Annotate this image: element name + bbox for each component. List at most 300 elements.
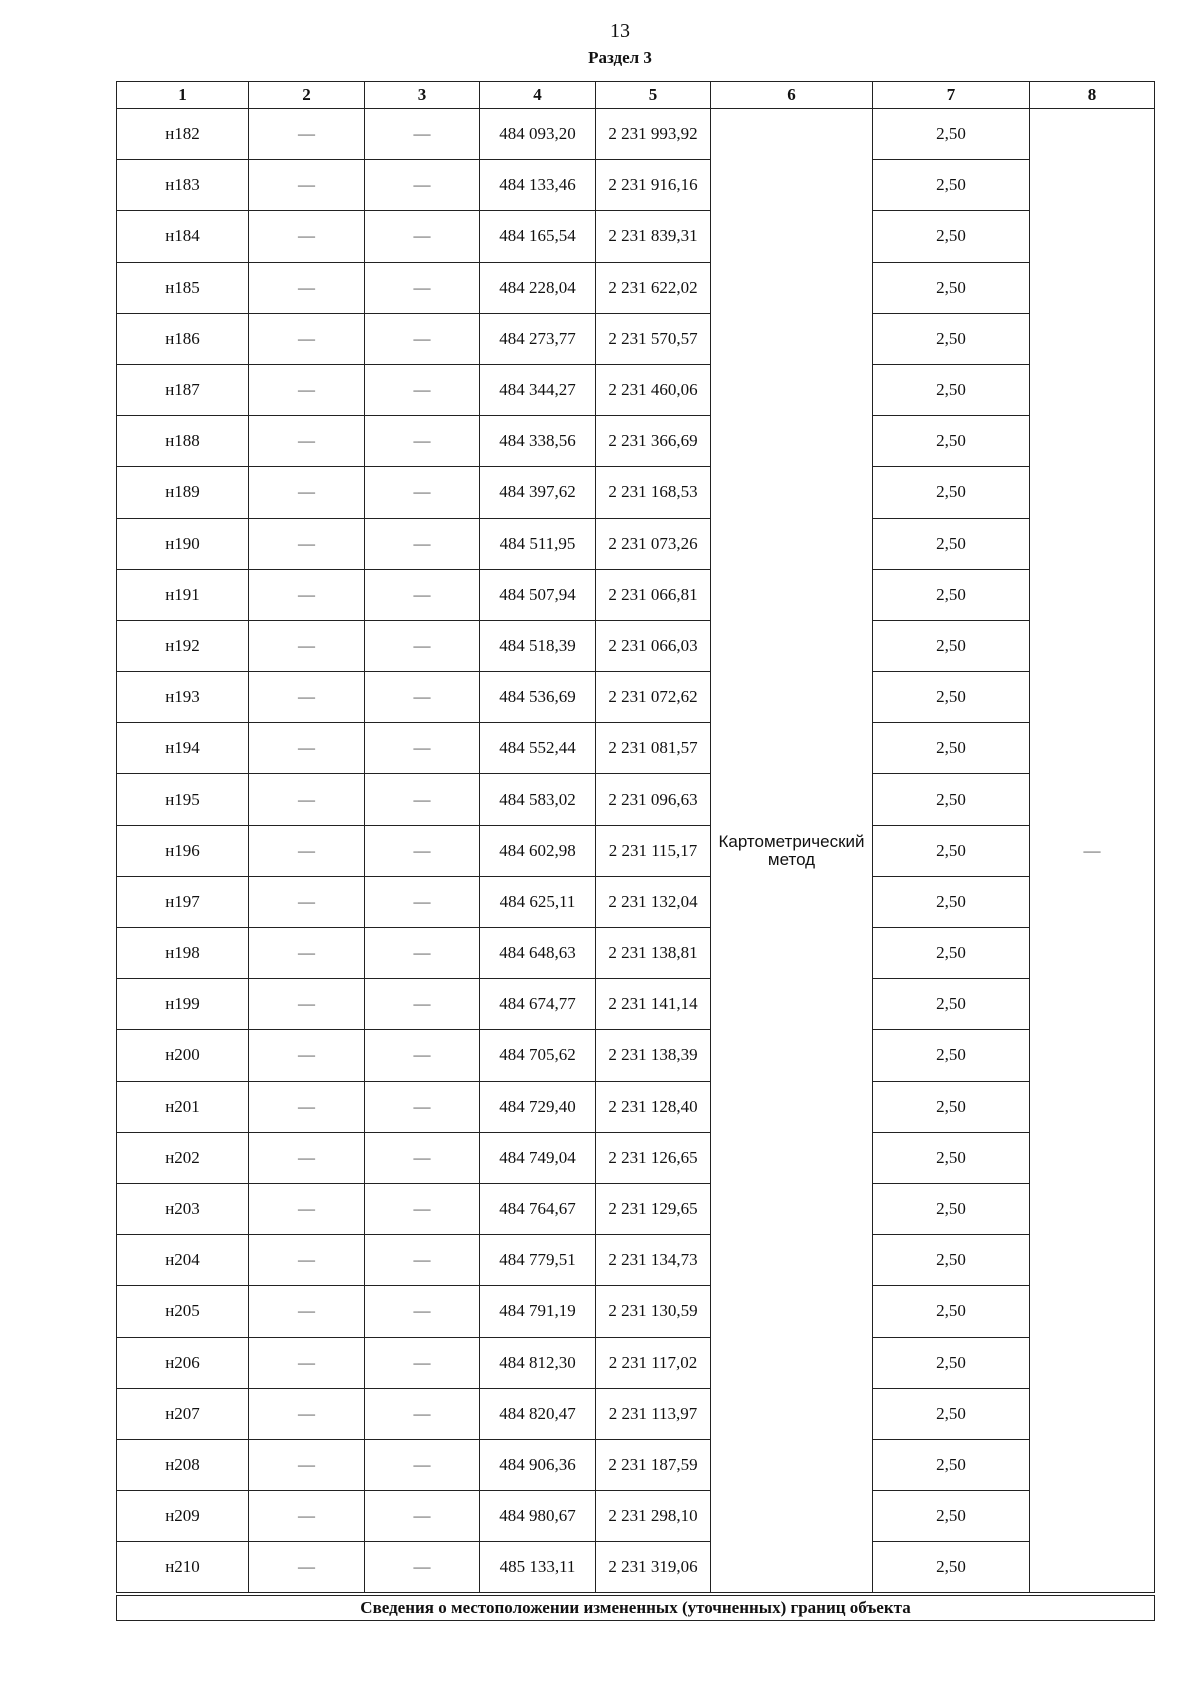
col2-cell	[249, 1542, 365, 1595]
table-row	[117, 211, 1155, 262]
col3-cell-text: —	[413, 840, 431, 860]
point-cell-text: н198	[165, 943, 200, 963]
col3-cell	[365, 364, 480, 415]
point-cell	[117, 620, 249, 671]
col2-cell-text: —	[298, 1199, 315, 1219]
y-coordinate-cell-text: 2 231 073,26	[608, 533, 698, 553]
col2-cell-text: —	[298, 1454, 315, 1474]
col2-cell	[249, 364, 365, 415]
col3-cell	[365, 569, 480, 620]
col3-cell	[365, 723, 480, 774]
x-coordinate-cell	[480, 1183, 596, 1234]
point-cell-text: н204	[165, 1250, 200, 1270]
point-cell-text: н209	[165, 1506, 200, 1526]
col3-cell	[365, 313, 480, 364]
column-header: 8	[1030, 82, 1155, 109]
x-coordinate-cell	[480, 825, 596, 876]
x-coordinate-cell	[480, 1491, 596, 1542]
col2-cell	[249, 160, 365, 211]
col3-cell	[365, 1439, 480, 1490]
accuracy-cell: 2,50	[873, 1081, 1030, 1132]
point-cell-text: н183	[165, 175, 200, 195]
point-cell	[117, 1337, 249, 1388]
y-coordinate-cell-text: 2 231 319,06	[608, 1557, 698, 1577]
col3-cell	[365, 876, 480, 927]
col3-cell	[365, 1030, 480, 1081]
y-coordinate-cell	[596, 211, 711, 262]
point-cell	[117, 1491, 249, 1542]
x-coordinate-cell-text: 484 906,36	[499, 1454, 576, 1474]
table-row	[117, 109, 1155, 160]
x-coordinate-cell	[480, 1081, 596, 1132]
accuracy-cell: 2,50	[873, 1183, 1030, 1234]
y-coordinate-cell	[596, 1183, 711, 1234]
point-cell-text: н207	[165, 1403, 200, 1423]
col2-cell-text: —	[298, 738, 315, 758]
note-cell	[1030, 109, 1155, 1595]
x-coordinate-cell-text: 484 779,51	[499, 1250, 576, 1270]
point-cell-text: н208	[165, 1454, 200, 1474]
x-coordinate-cell-text: 484 980,67	[499, 1506, 576, 1526]
col2-cell	[249, 1132, 365, 1183]
x-coordinate-cell	[480, 1235, 596, 1286]
x-coordinate-cell	[480, 160, 596, 211]
col3-cell-text: —	[413, 943, 431, 963]
table-row	[117, 1388, 1155, 1439]
col2-cell-text: —	[298, 687, 315, 707]
col2-cell-text: —	[298, 380, 315, 400]
table-row	[117, 262, 1155, 313]
table-row	[117, 467, 1155, 518]
table-row	[117, 672, 1155, 723]
col2-cell-text: —	[298, 482, 315, 502]
x-coordinate-cell	[480, 416, 596, 467]
y-coordinate-cell	[596, 1491, 711, 1542]
x-coordinate-cell-text: 484 674,77	[499, 994, 576, 1014]
y-coordinate-cell-text: 2 231 072,62	[608, 687, 698, 707]
y-coordinate-cell-text: 2 231 138,39	[608, 1045, 698, 1065]
y-coordinate-cell	[596, 1286, 711, 1337]
x-coordinate-cell	[480, 467, 596, 518]
column-header: 5	[596, 82, 711, 109]
col2-cell-text: —	[298, 994, 315, 1014]
x-coordinate-cell-text: 484 602,98	[499, 840, 576, 860]
table-row	[117, 1081, 1155, 1132]
col3-cell-text: —	[413, 1301, 431, 1321]
x-coordinate-cell	[480, 364, 596, 415]
x-coordinate-cell-text: 484 507,94	[499, 584, 576, 604]
x-coordinate-cell-text: 485 133,11	[499, 1557, 576, 1577]
table-row	[117, 1235, 1155, 1286]
x-coordinate-cell	[480, 518, 596, 569]
x-coordinate-cell	[480, 313, 596, 364]
note-text: —	[1083, 840, 1101, 860]
point-cell-text: н182	[165, 124, 200, 144]
y-coordinate-cell-text: 2 231 129,65	[608, 1199, 698, 1219]
x-coordinate-cell-text: 484 705,62	[499, 1045, 576, 1065]
x-coordinate-cell	[480, 1337, 596, 1388]
table-row	[117, 518, 1155, 569]
point-cell-text: н200	[165, 1045, 200, 1065]
table-row	[117, 1491, 1155, 1542]
table-body	[117, 109, 1155, 1595]
col2-cell-text: —	[298, 1403, 315, 1423]
col3-cell	[365, 1491, 480, 1542]
y-coordinate-cell	[596, 262, 711, 313]
accuracy-cell: 2,50	[873, 569, 1030, 620]
col2-cell	[249, 1183, 365, 1234]
col2-cell	[249, 518, 365, 569]
x-coordinate-cell-text: 484 518,39	[499, 635, 576, 655]
col2-cell	[249, 672, 365, 723]
x-coordinate-cell-text: 484 791,19	[499, 1301, 576, 1321]
point-cell	[117, 1081, 249, 1132]
y-coordinate-cell-text: 2 231 081,57	[608, 738, 698, 758]
accuracy-cell: 2,50	[873, 518, 1030, 569]
point-cell	[117, 211, 249, 262]
accuracy-cell: 2,50	[873, 109, 1030, 160]
col2-cell	[249, 262, 365, 313]
point-cell-text: н189	[165, 482, 200, 502]
col2-cell-text: —	[298, 175, 315, 195]
x-coordinate-cell-text: 484 552,44	[499, 738, 576, 758]
x-coordinate-cell-text: 484 511,95	[499, 533, 576, 553]
y-coordinate-cell	[596, 672, 711, 723]
col3-cell-text: —	[413, 1557, 431, 1577]
accuracy-cell: 2,50	[873, 1235, 1030, 1286]
col3-cell	[365, 467, 480, 518]
col2-cell	[249, 109, 365, 160]
accuracy-cell: 2,50	[873, 723, 1030, 774]
col2-cell-text: —	[298, 226, 315, 246]
x-coordinate-cell	[480, 672, 596, 723]
col2-cell-text: —	[298, 1301, 315, 1321]
col2-cell	[249, 928, 365, 979]
point-cell	[117, 1388, 249, 1439]
point-cell-text: н206	[165, 1352, 200, 1372]
accuracy-cell: 2,50	[873, 825, 1030, 876]
col3-cell-text: —	[413, 380, 431, 400]
y-coordinate-cell-text: 2 231 168,53	[608, 482, 698, 502]
column-header: 6	[711, 82, 873, 109]
y-coordinate-cell	[596, 620, 711, 671]
x-coordinate-cell-text: 484 764,67	[499, 1199, 576, 1219]
col3-cell	[365, 1286, 480, 1337]
y-coordinate-cell-text: 2 231 622,02	[608, 277, 698, 297]
y-coordinate-cell-text: 2 231 128,40	[608, 1096, 698, 1116]
x-coordinate-cell-text: 484 812,30	[499, 1352, 576, 1372]
point-cell	[117, 1439, 249, 1490]
col3-cell	[365, 774, 480, 825]
section-title: Раздел 3	[588, 48, 652, 67]
table-row	[117, 160, 1155, 211]
y-coordinate-cell	[596, 979, 711, 1030]
col3-cell	[365, 160, 480, 211]
table-row	[117, 620, 1155, 671]
y-coordinate-cell-text: 2 231 298,10	[608, 1506, 698, 1526]
y-coordinate-cell	[596, 1132, 711, 1183]
x-coordinate-cell	[480, 1286, 596, 1337]
col2-cell-text: —	[298, 1045, 315, 1065]
accuracy-cell: 2,50	[873, 313, 1030, 364]
table-row	[117, 774, 1155, 825]
point-cell-text: н188	[165, 431, 200, 451]
y-coordinate-cell-text: 2 231 187,59	[608, 1454, 698, 1474]
y-coordinate-cell	[596, 364, 711, 415]
col2-cell-text: —	[298, 533, 315, 553]
accuracy-cell: 2,50	[873, 1542, 1030, 1595]
x-coordinate-cell	[480, 1542, 596, 1595]
y-coordinate-cell-text: 2 231 141,14	[608, 994, 698, 1014]
point-cell	[117, 313, 249, 364]
point-cell	[117, 518, 249, 569]
accuracy-cell: 2,50	[873, 876, 1030, 927]
point-cell	[117, 723, 249, 774]
col2-cell-text: —	[298, 1250, 315, 1270]
x-coordinate-cell	[480, 928, 596, 979]
point-cell-text: н205	[165, 1301, 200, 1321]
col2-cell-text: —	[298, 584, 315, 604]
y-coordinate-cell	[596, 1542, 711, 1595]
point-cell	[117, 928, 249, 979]
col2-cell-text: —	[298, 1557, 315, 1577]
point-cell-text: н201	[165, 1096, 200, 1116]
point-cell	[117, 467, 249, 518]
y-coordinate-cell-text: 2 231 839,31	[608, 226, 698, 246]
x-coordinate-cell	[480, 1388, 596, 1439]
col3-cell-text: —	[413, 328, 431, 348]
y-coordinate-cell	[596, 109, 711, 160]
footer-row	[117, 1594, 1155, 1621]
y-coordinate-cell	[596, 825, 711, 876]
col2-cell	[249, 1235, 365, 1286]
table-row	[117, 928, 1155, 979]
y-coordinate-cell	[596, 416, 711, 467]
col2-cell-text: —	[298, 124, 315, 144]
col3-cell	[365, 1081, 480, 1132]
col3-cell-text: —	[413, 635, 431, 655]
y-coordinate-cell-text: 2 231 130,59	[608, 1301, 698, 1321]
footer-caption: Сведения о местоположении измененных (уточненных) границ объекта	[117, 1594, 1155, 1621]
table-row	[117, 1542, 1155, 1595]
y-coordinate-cell	[596, 1337, 711, 1388]
y-coordinate-cell-text: 2 231 096,63	[608, 789, 698, 809]
col3-cell-text: —	[413, 1454, 431, 1474]
point-cell-text: н202	[165, 1147, 200, 1167]
col2-cell	[249, 620, 365, 671]
col2-cell	[249, 876, 365, 927]
point-cell-text: н199	[165, 994, 200, 1014]
col3-cell-text: —	[413, 994, 431, 1014]
point-cell	[117, 1030, 249, 1081]
x-coordinate-cell-text: 484 165,54	[499, 226, 576, 246]
col2-cell	[249, 723, 365, 774]
col3-cell	[365, 416, 480, 467]
col3-cell-text: —	[413, 482, 431, 502]
table-row	[117, 1286, 1155, 1337]
x-coordinate-cell-text: 484 273,77	[499, 328, 576, 348]
column-header: 3	[365, 82, 480, 109]
col3-cell-text: —	[413, 738, 431, 758]
col3-cell-text: —	[413, 1250, 431, 1270]
point-cell-text: н185	[165, 277, 200, 297]
col3-cell-text: —	[413, 789, 431, 809]
column-header: 2	[249, 82, 365, 109]
col2-cell-text: —	[298, 431, 315, 451]
x-coordinate-cell	[480, 109, 596, 160]
table-row	[117, 1030, 1155, 1081]
point-cell	[117, 774, 249, 825]
table-row	[117, 313, 1155, 364]
col3-cell	[365, 1388, 480, 1439]
col2-cell	[249, 1030, 365, 1081]
x-coordinate-cell-text: 484 749,04	[499, 1147, 576, 1167]
y-coordinate-cell-text: 2 231 916,16	[608, 175, 698, 195]
y-coordinate-cell-text: 2 231 066,03	[608, 635, 698, 655]
table-row	[117, 1183, 1155, 1234]
col2-cell-text: —	[298, 1147, 315, 1167]
table-row	[117, 723, 1155, 774]
accuracy-cell: 2,50	[873, 1286, 1030, 1337]
point-cell-text: н187	[165, 380, 200, 400]
point-cell	[117, 569, 249, 620]
col2-cell	[249, 979, 365, 1030]
table-row	[117, 876, 1155, 927]
col3-cell	[365, 928, 480, 979]
point-cell-text: н194	[165, 738, 200, 758]
x-coordinate-cell-text: 484 648,63	[499, 943, 576, 963]
y-coordinate-cell-text: 2 231 460,06	[608, 380, 698, 400]
col3-cell-text: —	[413, 1147, 431, 1167]
col3-cell	[365, 1183, 480, 1234]
x-coordinate-cell-text: 484 338,56	[499, 431, 576, 451]
y-coordinate-cell	[596, 1388, 711, 1439]
table-row	[117, 1337, 1155, 1388]
col3-cell-text: —	[413, 533, 431, 553]
x-coordinate-cell-text: 484 133,46	[499, 175, 576, 195]
point-cell	[117, 1183, 249, 1234]
accuracy-cell: 2,50	[873, 364, 1030, 415]
y-coordinate-cell	[596, 1030, 711, 1081]
col2-cell-text: —	[298, 328, 315, 348]
col3-cell-text: —	[413, 584, 431, 604]
col2-cell	[249, 825, 365, 876]
point-cell	[117, 1542, 249, 1595]
col3-cell	[365, 211, 480, 262]
point-cell-text: н192	[165, 635, 200, 655]
col3-cell-text: —	[413, 687, 431, 707]
table-row	[117, 364, 1155, 415]
col3-cell-text: —	[413, 891, 431, 911]
col2-cell	[249, 1286, 365, 1337]
point-cell-text: н195	[165, 789, 200, 809]
y-coordinate-cell	[596, 774, 711, 825]
accuracy-cell: 2,50	[873, 1439, 1030, 1490]
y-coordinate-cell	[596, 876, 711, 927]
col2-cell	[249, 1081, 365, 1132]
y-coordinate-cell	[596, 518, 711, 569]
accuracy-cell: 2,50	[873, 211, 1030, 262]
col3-cell-text: —	[413, 226, 431, 246]
y-coordinate-cell	[596, 1439, 711, 1490]
x-coordinate-cell	[480, 620, 596, 671]
col3-cell-text: —	[413, 1352, 431, 1372]
x-coordinate-cell-text: 484 729,40	[499, 1096, 576, 1116]
col3-cell	[365, 518, 480, 569]
y-coordinate-cell	[596, 1235, 711, 1286]
point-cell-text: н193	[165, 687, 200, 707]
column-header: 7	[873, 82, 1030, 109]
accuracy-cell: 2,50	[873, 416, 1030, 467]
x-coordinate-cell	[480, 979, 596, 1030]
col3-cell	[365, 825, 480, 876]
header-row	[117, 82, 1155, 109]
method-cell: Картометрический метод	[711, 109, 873, 1595]
accuracy-cell: 2,50	[873, 467, 1030, 518]
x-coordinate-cell	[480, 774, 596, 825]
col3-cell	[365, 1235, 480, 1286]
point-cell	[117, 109, 249, 160]
col3-cell	[365, 1132, 480, 1183]
col3-cell-text: —	[413, 1403, 431, 1423]
y-coordinate-cell-text: 2 231 066,81	[608, 584, 698, 604]
y-coordinate-cell	[596, 723, 711, 774]
table-row	[117, 1439, 1155, 1490]
point-cell	[117, 876, 249, 927]
col2-cell-text: —	[298, 277, 315, 297]
y-coordinate-cell-text: 2 231 134,73	[608, 1250, 698, 1270]
accuracy-cell: 2,50	[873, 620, 1030, 671]
accuracy-cell: 2,50	[873, 262, 1030, 313]
table-row	[117, 416, 1155, 467]
col3-cell	[365, 109, 480, 160]
col3-cell-text: —	[413, 431, 431, 451]
x-coordinate-cell	[480, 723, 596, 774]
x-coordinate-cell-text: 484 093,20	[499, 124, 576, 144]
x-coordinate-cell	[480, 876, 596, 927]
point-cell	[117, 672, 249, 723]
y-coordinate-cell	[596, 467, 711, 518]
y-coordinate-cell-text: 2 231 132,04	[608, 891, 698, 911]
col2-cell-text: —	[298, 943, 315, 963]
col3-cell-text: —	[413, 1506, 431, 1526]
y-coordinate-cell	[596, 313, 711, 364]
col2-cell	[249, 774, 365, 825]
col2-cell	[249, 313, 365, 364]
col3-cell	[365, 672, 480, 723]
col2-cell	[249, 211, 365, 262]
col2-cell	[249, 467, 365, 518]
point-cell-text: н210	[165, 1557, 200, 1577]
y-coordinate-cell-text: 2 231 366,69	[608, 431, 698, 451]
col2-cell-text: —	[298, 635, 315, 655]
col3-cell-text: —	[413, 124, 431, 144]
x-coordinate-cell-text: 484 344,27	[499, 380, 576, 400]
col2-cell	[249, 1337, 365, 1388]
coordinates-table	[116, 81, 1155, 1621]
col2-cell-text: —	[298, 789, 315, 809]
x-coordinate-cell	[480, 262, 596, 313]
point-cell-text: н186	[165, 328, 200, 348]
point-cell	[117, 1286, 249, 1337]
x-coordinate-cell	[480, 569, 596, 620]
y-coordinate-cell-text: 2 231 126,65	[608, 1147, 698, 1167]
col2-cell-text: —	[298, 891, 315, 911]
point-cell	[117, 1235, 249, 1286]
col3-cell-text: —	[413, 277, 431, 297]
accuracy-cell: 2,50	[873, 672, 1030, 723]
col2-cell	[249, 1439, 365, 1490]
